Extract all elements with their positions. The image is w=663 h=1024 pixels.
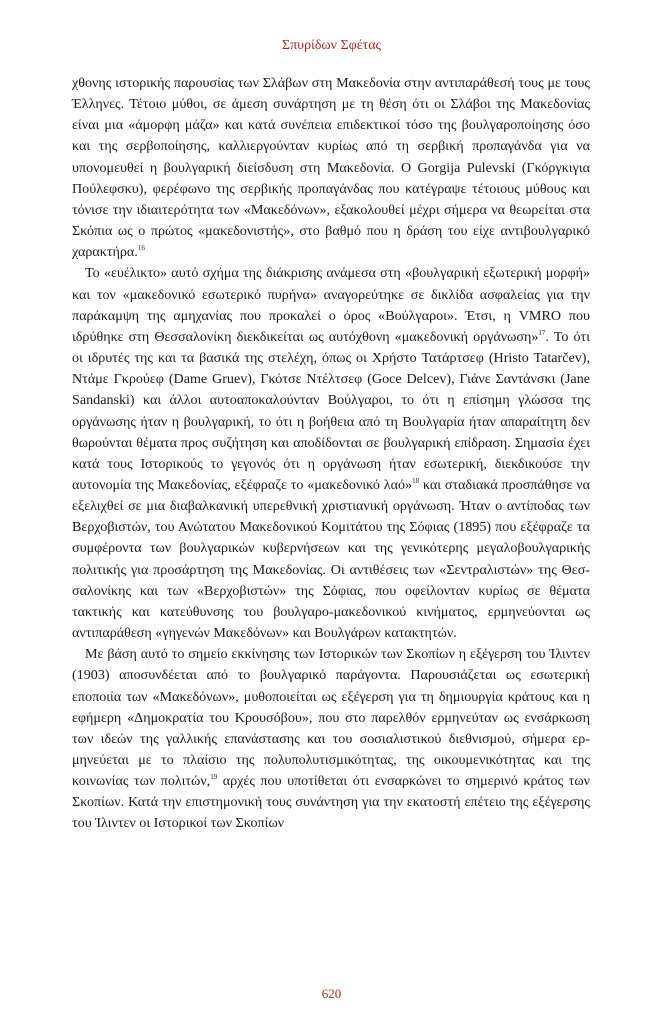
- paragraph-2-text-b: . Το ότι οι ιδρυτές της και τα βασικά της στελέχη, όπως οι Χρήστο Τατάρτσεφ (Hristo Tatarčev), Ντάμε Γκρούεφ (Dame Gruev), Γκότσε Ντέλτσεφ (Goce Delcev), Γιάνε Σαντάνσκι (Jane Sandanski) και άλλοι αυτοαποκαλούνταν Βούλγαροι, το ότι η επίσημη γλώσσα της οργάνωσης ήταν η βουλγαρική, το ότι η βοήθεια από τη Βουλγαρία ήταν απαραίτητη δεν θωρούνται θέματα προς συζήτηση και αποδίδονται σε βουλγαρική επίδραση. Σημασία έχει κατά τους Ιστορικούς το γεγονός ότι η οργάνωση ήταν εσωτερική, διεκδικούσε την αυτονομία της Μακεδονίας, εξέφραζε το «μακεδονικό λαό»: [72, 328, 590, 493]
- footnote-ref-16: 16: [137, 244, 145, 253]
- running-head: Σπυρίδων Σφέτας: [281, 38, 382, 53]
- body-text: [72, 73, 590, 835]
- paragraph-2-text-a: Το «ευέλικτο» αυτό σχήμα της διάκρισης ανάμεσα στη «βουλγαρική εξωτερική μορφή» και τον «μακεδονικό εσωτερικό πυρήνα» αναγορεύτηκε σε δικλίδα ασφαλείας για την παράκαμψη της αμηχανίας που προκαλεί ο όρος «Βούλγαροι». Έτσι, η VMRO που ιδρύθηκε στη Θεσσαλονίκη διεκδικείται ως αυτόχθονη «μακεδονική οργάνωση»: [72, 265, 590, 345]
- paragraph-3-text-b: αρχές που υποτίθεται ότι ενσαρκώνει το σημερινό κράτος των Σκοπίων. Κατά την επιστημονική τους συνάντηση για την εκατοστή επέτειο της εξέγερσης του Ίλιντεν οι Ιστορικοί των Σκοπίων: [72, 773, 590, 832]
- paragraph-3-text-a: Με βάση αυτό το σημείο εκκίνησης των Ιστορικών των Σκοπίων η εξέγερση του Ίλιντεν (1903) αποσυνδέεται από το βουλγαρικό παράγοντα. Παρουσιάζεται ως εσωτερική εποποιία των «Μακεδόνων», μυθοποιείται ως εξέγερση για τη δημιουργία κράτους και η εφήμερη «Δημοκρατία του Κρουσόβου», που στο παρελθόν ερμηνεύταν ως ενσάρκωση των ιδεών της γαλλικής επανάστασης και του σοσιαλιστικού διεθνισμού, σήμερα ερμηνεύεται με το πλαίσιο της πολυπολυτισμικότητας, της οικουμενικότητας και της κοινωνίας των πολιτών,: [72, 646, 590, 790]
- paragraph-2-text-c: και σταδιακά προσπάθησε να εξελιχθεί σε μια διαβαλκανική υπερεθνική χριστιανική οργάνωση. Ήταν ο αντίποδας των Βερχοβιστών, του Ανώτατου Μακεδονικού Κομιτάτου της Σόφιας (1895) που εξέφραζε τα συμφέροντα των βουλγαρικών κυβερνήσεων και της γενικότερης μεγαλοβουλγαρικής πολιτικής για προσάρτηση της Μακεδονίας. Οι αντιθέσεις των «Σεντραλιστών» της Θεσσαλονίκης και των «Βερχοβιστών» της Σόφιας, που οφείλονταν κυρίως σε θέματα τακτικής και κατεύθυνσης του βουλγαρο-μακεδονικού κινήματος, ερμηνεύονται ως αντιπαράθεση «γηγενών Μακεδόνων» και Βουλγάρων κατακτητών.: [72, 476, 590, 642]
- paragraph-1: [72, 73, 590, 263]
- paragraph-2: [72, 263, 590, 644]
- footnote-ref-19: 19: [210, 773, 218, 782]
- page-number: 620: [321, 986, 342, 1001]
- paragraph-1-text: χθονης ιστορικής παρουσίας των Σλάβων στη Μακεδονία στην αντιπαράθεσή τους με τους Έλληνες. Τέτοιο μύθοι, σε άμεση συνάρτηση με τη θέση ότι οι Σλάβοι της Μακεδονίας είναι μια «άμορφη μάζα» και κατά συνέπεια επιδεκτικοί τόσο της βουλγαροποίησης όσο και της σερβοποίησης, καλλιεργούνταν κυρίως από τη σερβική προπαγάνδα για να υπονομευθεί η βουλγαρική διείσδυση στη Μακεδονία. O Gorgija Pulevski (Γκόργκιγια Πούλεφσκυ), φερέφωνο της σερβικής προπαγάνδας που κατέγραψε τέτοιους μύθους και τόνισε την ιδιαιτερότητα των «Μακεδόνων», εξακολουθεί μέχρι σήμερα να θεωρείται στα Σκόπια ως ο πρώτος «μακεδονιστής», στο βαθμό που η δράση του είχε αντιβουλγαρικό χαρακτήρα.: [72, 75, 590, 261]
- paragraph-3: [72, 644, 590, 834]
- footnote-ref-18: 18: [412, 476, 420, 485]
- footnote-ref-17: 17: [538, 328, 546, 337]
